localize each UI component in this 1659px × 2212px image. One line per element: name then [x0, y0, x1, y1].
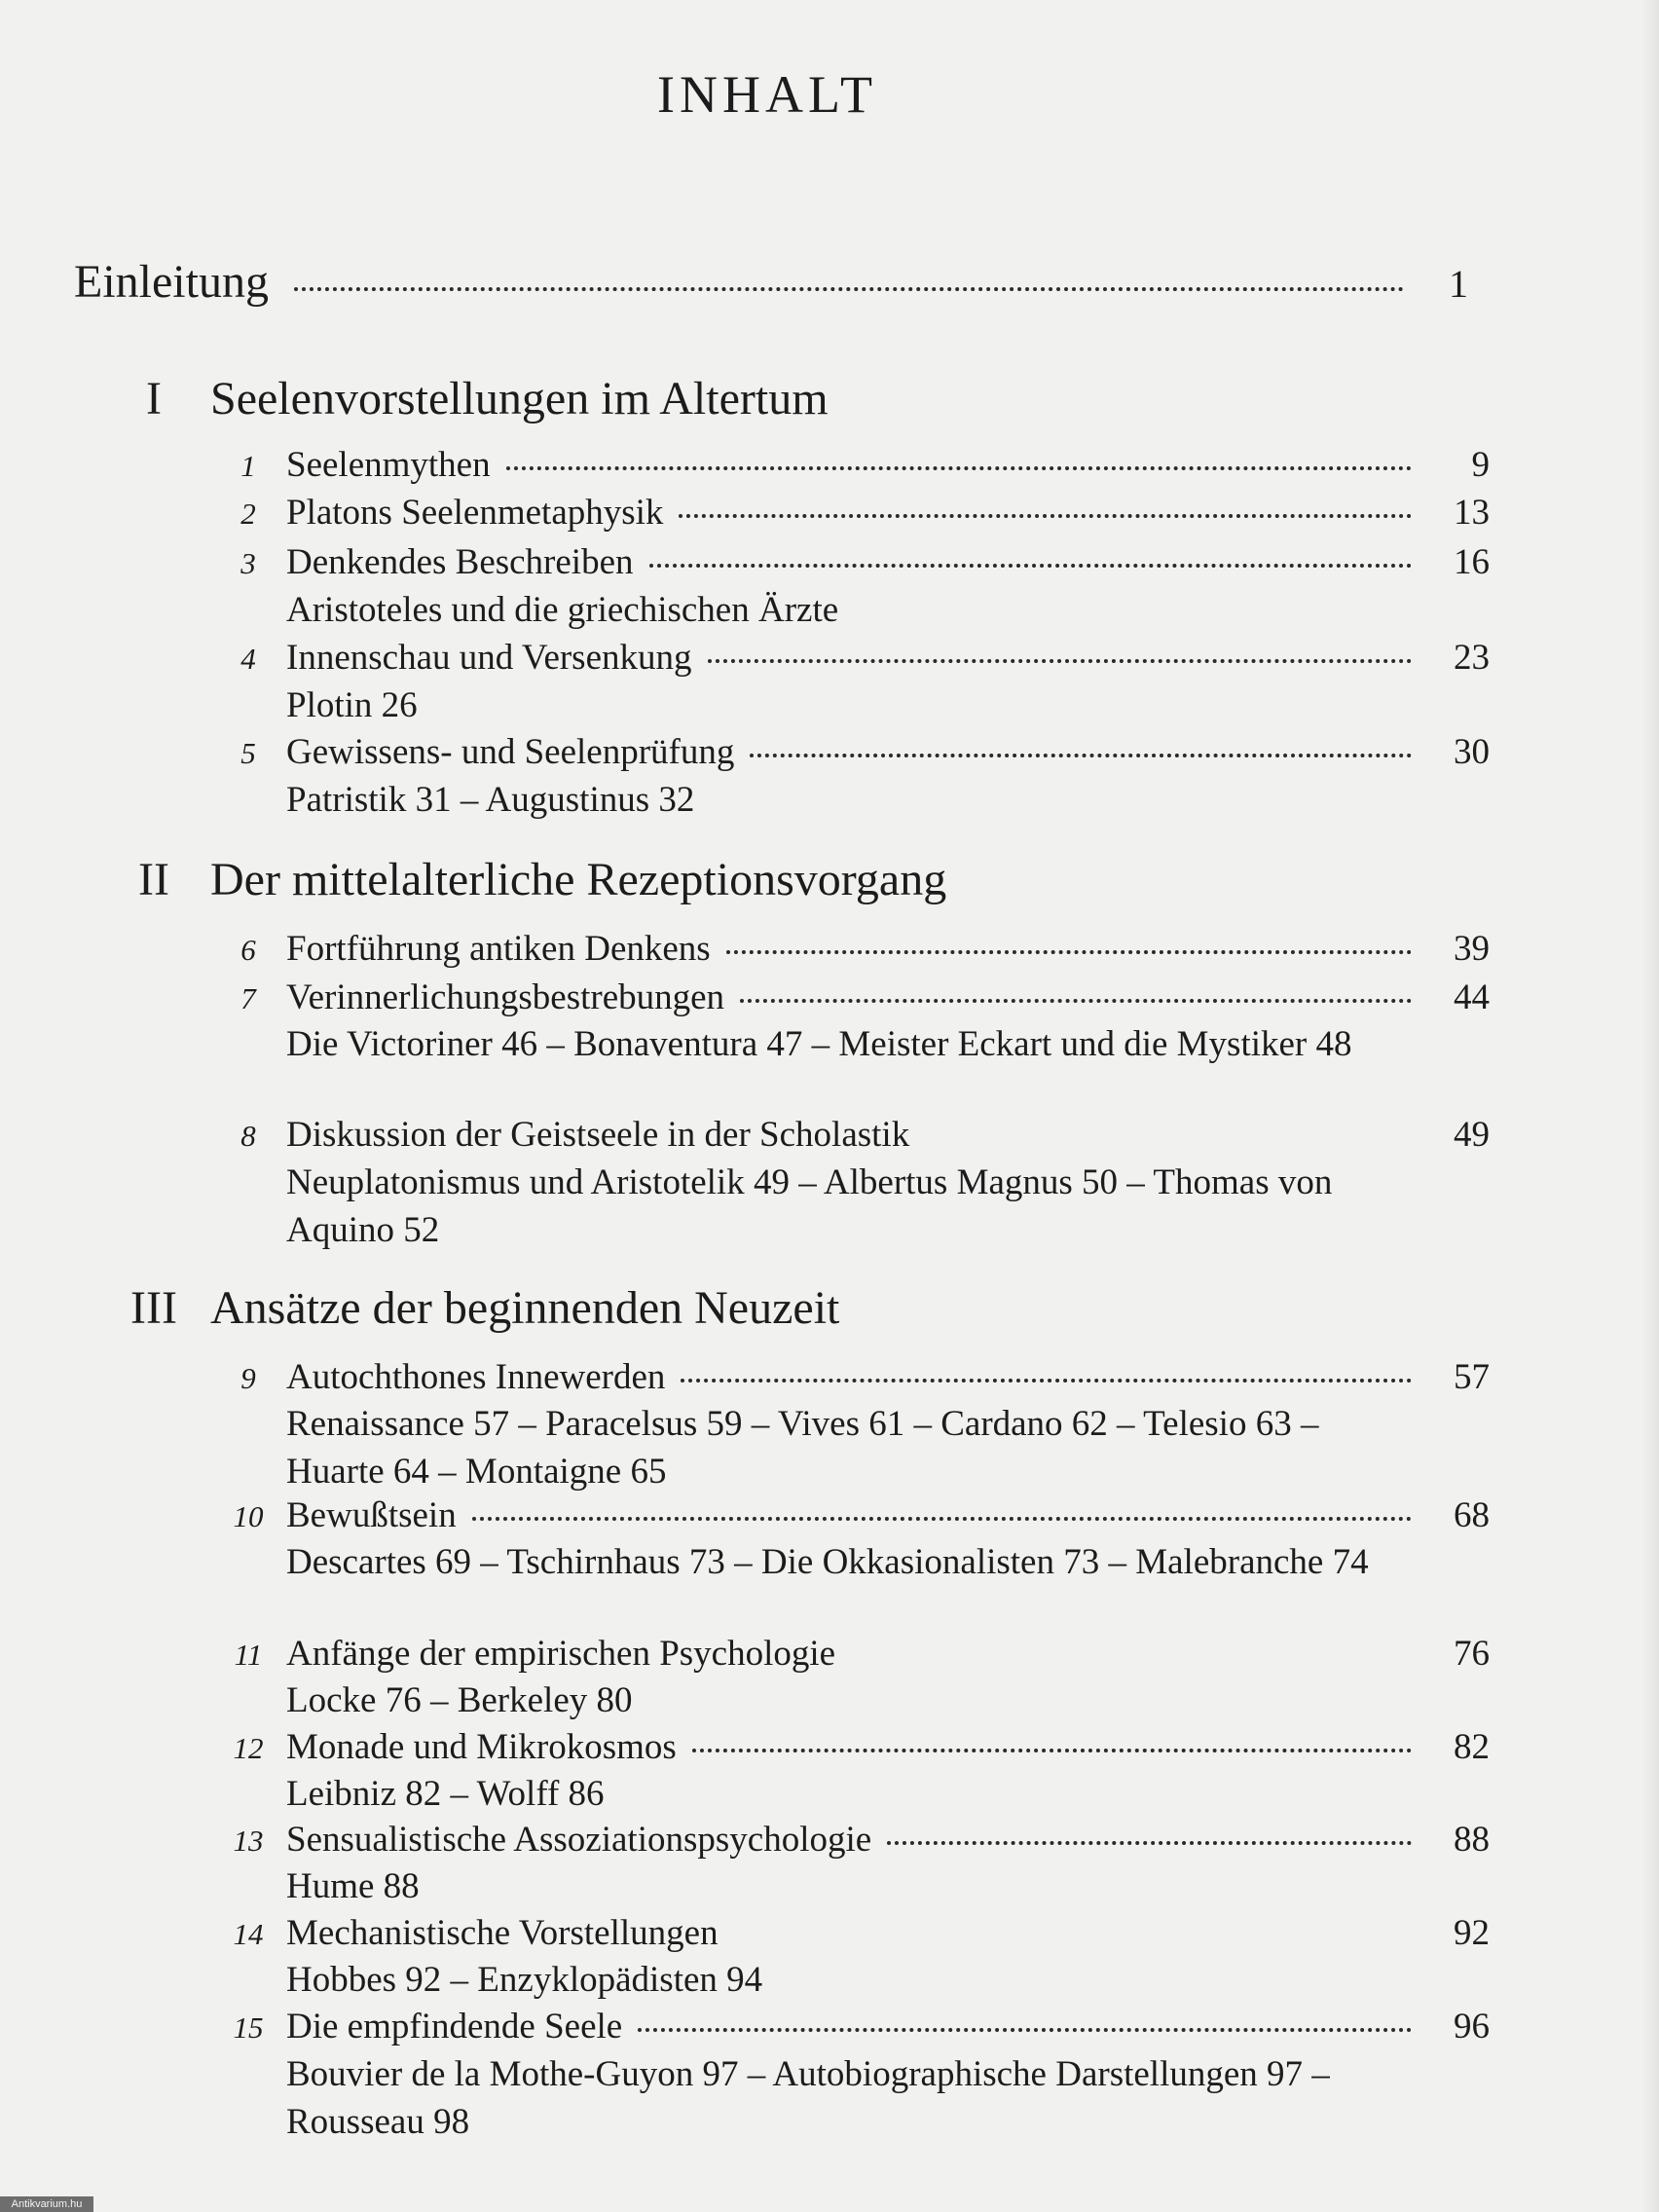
entry-number: 3	[240, 546, 256, 580]
toc-entry	[210, 1114, 1490, 1156]
entry-page: 82	[1454, 1727, 1490, 1767]
dot-leader	[740, 999, 1412, 1003]
entry-subtopics: Patristik 31 – Augustinus 32	[286, 780, 695, 820]
toc-entry	[210, 1356, 1490, 1398]
entry-page: 57	[1454, 1357, 1490, 1397]
dot-leader	[692, 1749, 1412, 1752]
entry-title: Verinnerlichungsbestrebungen	[286, 977, 725, 1017]
entry-number: 15	[233, 2010, 264, 2045]
entry-page: 13	[1454, 493, 1490, 533]
entry-number: 10	[233, 1499, 264, 1533]
watermark: Antikvarium.hu	[0, 2196, 93, 2212]
toc-entry	[210, 492, 1490, 534]
entry-title: Autochthones Innewerden	[286, 1357, 666, 1397]
entry-title: Diskussion der Geistseele in der Scholastik	[286, 1115, 910, 1155]
dot-leader	[726, 950, 1412, 954]
entry-subtopics: Leibniz 82 – Wolff 86	[286, 1774, 605, 1814]
entry-page: 44	[1454, 977, 1490, 1017]
entry-title: Die empfindende Seele	[286, 2007, 623, 2046]
part-heading	[97, 1281, 839, 1335]
entry-page: 49	[1454, 1115, 1490, 1155]
entry-subtopics: Hobbes 92 – Enzyklopädisten 94	[286, 1960, 763, 2000]
entry-number: 13	[233, 1824, 264, 1858]
entry-page: 16	[1454, 542, 1490, 582]
entry-title: Innenschau und Versenkung	[286, 638, 692, 678]
entry-number: 11	[234, 1638, 263, 1672]
part-numeral: I	[146, 373, 162, 424]
page-edge-shadow	[1641, 0, 1659, 2212]
toc-entry	[210, 2006, 1490, 2047]
entry-title: Sensualistische Assoziationspsychologie	[286, 1820, 872, 1860]
dot-leader	[679, 514, 1412, 518]
entry-subtopics: Locke 76 – Berkeley 80	[286, 1680, 633, 1720]
intro-label: Einleitung	[74, 256, 269, 308]
dot-leader	[708, 659, 1412, 663]
entry-number: 12	[233, 1731, 264, 1765]
entry-title: Monade und Mikrokosmos	[286, 1727, 677, 1767]
entry-subtopics: Plotin 26	[286, 685, 418, 725]
entry-number: 5	[240, 736, 256, 770]
toc-entry	[210, 928, 1490, 970]
entry-subtopics: Aristoteles und die griechischen Ärzte	[286, 590, 839, 630]
entry-page: 92	[1454, 1913, 1490, 1953]
entry-number: 4	[240, 642, 256, 676]
dot-leader	[472, 1517, 1412, 1521]
entry-title: Mechanistische Vorstellungen	[286, 1913, 719, 1953]
entry-number: 2	[240, 497, 256, 531]
toc-entry	[210, 1912, 1490, 1954]
dot-leader	[649, 564, 1412, 568]
entry-page: 39	[1454, 929, 1490, 969]
toc-entry	[210, 637, 1490, 679]
dot-leader	[887, 1841, 1412, 1845]
entry-page: 9	[1471, 445, 1490, 485]
entry-number: 8	[240, 1119, 256, 1153]
entry-number: 1	[240, 449, 256, 483]
entry-title: Seelenmythen	[286, 445, 491, 485]
toc-entry	[210, 1494, 1490, 1536]
entry-title: Bewußtsein	[286, 1495, 457, 1535]
toc-entry	[210, 1726, 1490, 1768]
dot-leader	[750, 754, 1412, 757]
entry-subtopics: Renaissance 57 – Paracelsus 59 – Vives 61 – Cardano 62 – Telesio 63 – Huarte 64 – Montaigne 65	[286, 1404, 1319, 1492]
entry-number: 9	[240, 1361, 256, 1395]
entry-page: 23	[1454, 638, 1490, 678]
part-title: Ansätze der beginnenden Neuzeit	[210, 1282, 840, 1334]
entry-title: Denkendes Beschreiben	[286, 542, 634, 582]
entry-title: Anfänge der empirischen Psychologie	[286, 1634, 836, 1674]
toc-intro	[74, 255, 1468, 309]
entry-page: 88	[1454, 1820, 1490, 1860]
part-title: Der mittelalterliche Rezeptionsvorgang	[210, 854, 947, 905]
entry-page: 68	[1454, 1495, 1490, 1535]
toc-entry	[210, 541, 1490, 583]
entry-subtopics: Hume 88	[286, 1866, 420, 1906]
toc-entry	[210, 977, 1490, 1018]
toc-entry	[210, 1819, 1490, 1861]
entry-page: 96	[1454, 2007, 1490, 2046]
toc-entry	[210, 1633, 1490, 1675]
entry-number: 14	[233, 1917, 264, 1951]
entry-page: 76	[1454, 1634, 1490, 1674]
dot-leader	[681, 1379, 1412, 1382]
intro-page: 1	[1449, 262, 1468, 306]
dot-leader	[638, 2028, 1412, 2032]
entry-title: Fortführung antiken Denkens	[286, 929, 711, 969]
part-numeral: II	[138, 854, 169, 905]
part-title: Seelenvorstellungen im Altertum	[210, 373, 829, 424]
part-heading	[97, 853, 946, 906]
entry-page: 30	[1454, 732, 1490, 772]
part-numeral: III	[130, 1282, 177, 1334]
toc-entry	[210, 731, 1490, 773]
entry-number: 7	[240, 981, 256, 1015]
entry-subtopics: Die Victoriner 46 – Bonaventura 47 – Meister Eckart und die Mystiker 48	[286, 1024, 1352, 1064]
entry-title: Platons Seelenmetaphysik	[286, 493, 664, 533]
entry-title: Gewissens- und Seelenprüfung	[286, 732, 735, 772]
entry-number: 6	[240, 933, 256, 967]
entry-subtopics: Bouvier de la Mothe-Guyon 97 – Autobiographische Darstellungen 97 – Rousseau 98	[286, 2054, 1330, 2142]
part-heading	[97, 372, 829, 425]
page-title: INHALT	[657, 65, 877, 124]
entry-subtopics: Neuplatonismus und Aristotelik 49 – Albertus Magnus 50 – Thomas von Aquino 52	[286, 1162, 1333, 1250]
entry-subtopics: Descartes 69 – Tschirnhaus 73 – Die Okkasionalisten 73 – Malebranche 74	[286, 1542, 1369, 1582]
dot-leader	[294, 287, 1404, 291]
toc-entry	[210, 444, 1490, 486]
dot-leader	[506, 466, 1412, 470]
